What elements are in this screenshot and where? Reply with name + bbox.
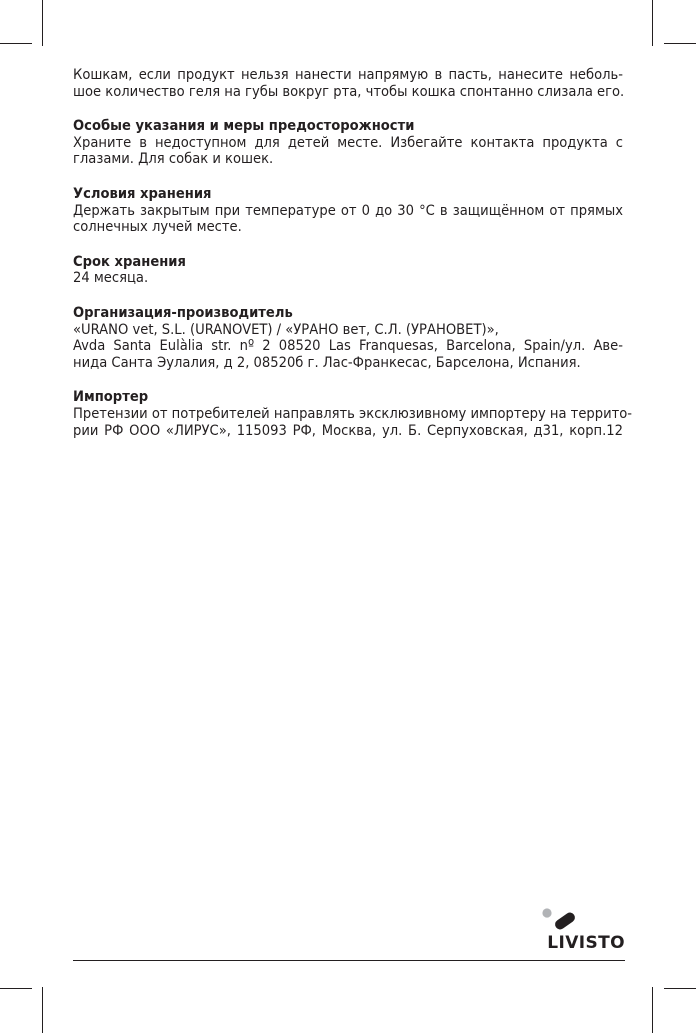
crop-mark xyxy=(664,988,696,989)
crop-mark xyxy=(42,0,43,46)
section-heading: Особые указания и меры предосторожности xyxy=(73,117,415,135)
crop-mark xyxy=(652,987,653,1033)
precautions-section xyxy=(73,118,623,168)
text-line: Храните в недоступном для детей месте. Избегайте контакта продукта с xyxy=(73,133,623,151)
footer-rule xyxy=(73,960,625,961)
logo-dot xyxy=(542,908,551,917)
shelf-life-section xyxy=(73,254,623,287)
text-line: солнечных лучей месте. xyxy=(73,218,242,236)
crop-mark xyxy=(42,987,43,1033)
section-heading: Организация-производитель xyxy=(73,303,293,321)
livisto-logo xyxy=(540,906,625,954)
manufacturer-section xyxy=(73,305,623,371)
crop-mark xyxy=(664,43,696,44)
crop-mark xyxy=(652,0,653,46)
text-line: Претензии от потребителей направлять эксклюзивному импортеру на террито- xyxy=(73,404,633,422)
intro-paragraph xyxy=(73,67,623,100)
text-line: Кошкам, если продукт нельзя нанести напрямую в пасть, нанесите неболь- xyxy=(73,66,623,83)
section-heading: Условия хранения xyxy=(73,184,212,202)
logo-mark-icon xyxy=(540,906,580,934)
text-line: шое количество геля на губы вокруг рта, чтобы кошка спонтанно слизала его. xyxy=(73,82,625,100)
text-line: рии РФ ООО «ЛИРУС», 115093 РФ, Москва, ул. Б. Серпуховская, д31, корп.12 xyxy=(73,421,623,439)
text-line: Держать закрытым при температуре от 0 до 30 °C в защищённом от прямых xyxy=(73,201,623,219)
text-line: Avda Santa Eulàlia str. nº 2 08520 Las Franquesas, Barcelona, Spain/ул. Аве- xyxy=(73,337,623,355)
section-heading: Срок хранения xyxy=(73,252,186,270)
text-line: нида Санта Эулалия, д 2, 08520б г. Лас-Франкесас, Барселона, Испания. xyxy=(73,353,581,371)
storage-section xyxy=(73,186,623,236)
crop-mark xyxy=(0,43,32,44)
crop-mark xyxy=(0,988,32,989)
section-heading: Импортер xyxy=(73,388,149,406)
logo-pill xyxy=(553,911,577,932)
text-line: глазами. Для собак и кошек. xyxy=(73,150,274,168)
leaflet-text xyxy=(73,66,633,457)
importer-section xyxy=(73,388,633,439)
text-line: 24 месяца. xyxy=(73,269,149,287)
brand-name: LIVISTO xyxy=(547,933,625,953)
text-line: «URANO vet, S.L. (URANOVET) / «УРАНО вет, С.Л. (УРАНОВЕТ)», xyxy=(73,320,499,338)
